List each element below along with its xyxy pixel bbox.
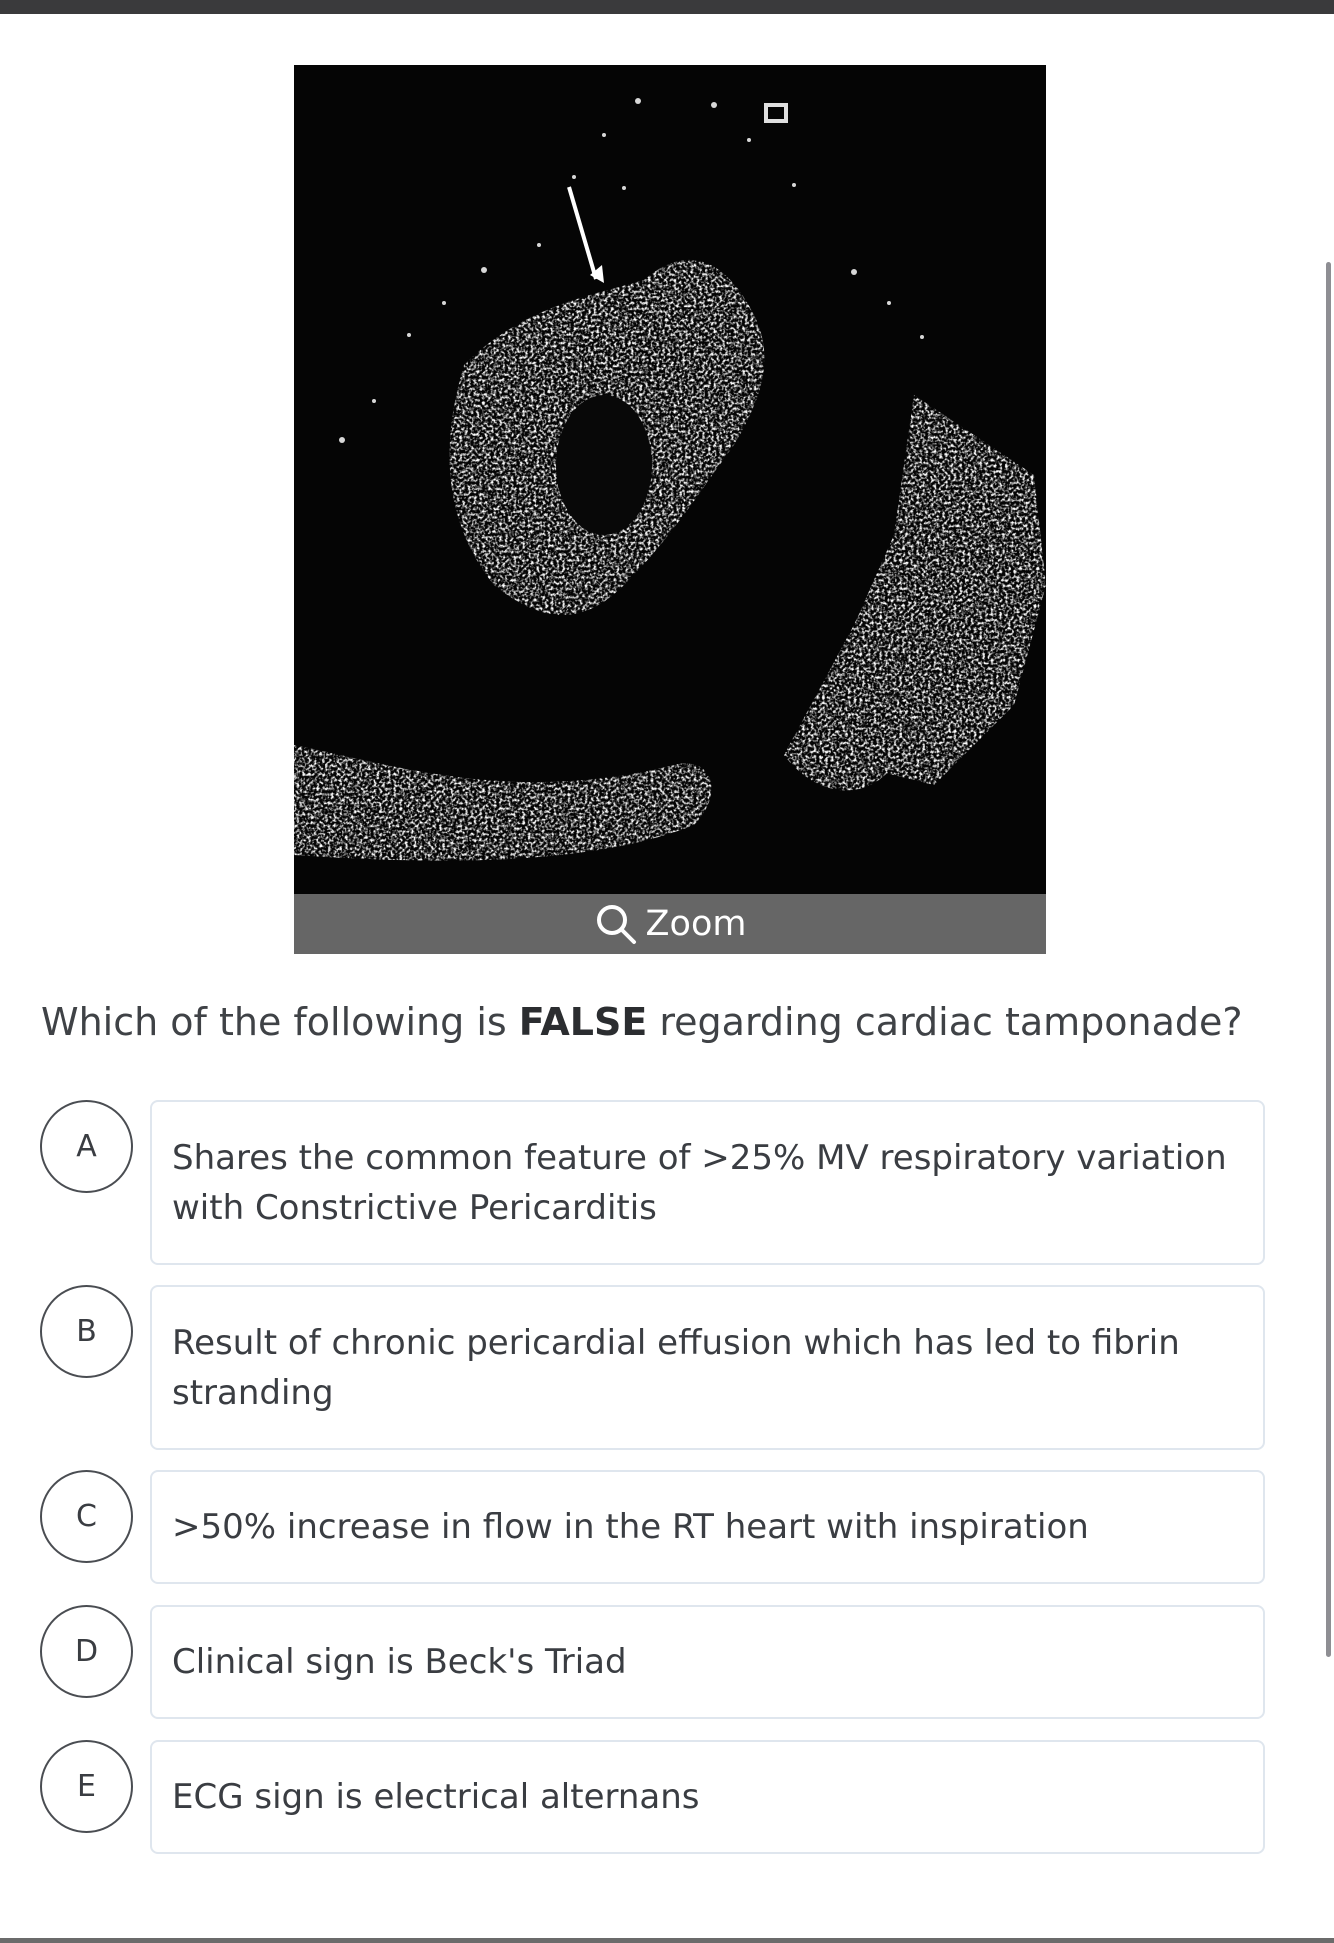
scrollbar[interactable] [1326,262,1331,1657]
zoom-button[interactable] [294,894,1046,954]
option-text-d[interactable]: Clinical sign is Beck's Triad [150,1605,1265,1719]
option-d[interactable] [40,1605,1265,1719]
option-text-e[interactable]: ECG sign is electrical alternans [150,1740,1265,1854]
option-letter-e[interactable]: E [40,1740,133,1833]
option-c[interactable] [40,1470,1265,1584]
option-b[interactable] [40,1285,1265,1450]
option-text-a[interactable]: Shares the common feature of >25% MV respiratory variation with Constrictive Pericarditis [150,1100,1265,1265]
option-letter-d[interactable]: D [40,1605,133,1698]
option-e[interactable] [40,1740,1265,1854]
option-text-c[interactable]: >50% increase in flow in the RT heart with inspiration [150,1470,1265,1584]
question-text [41,1000,1281,1046]
option-letter-a[interactable]: A [40,1100,133,1193]
status-bar [0,0,1334,14]
magnifier-icon [594,902,638,946]
bottom-divider [0,1938,1334,1943]
zoom-label: Zoom [645,904,747,944]
option-a[interactable] [40,1100,1265,1265]
option-letter-c[interactable]: C [40,1470,133,1563]
question-emphasis: FALSE [518,1000,648,1044]
option-letter-b[interactable]: B [40,1285,133,1378]
question-suffix: regarding cardiac tamponade? [647,1000,1243,1044]
option-text-b[interactable]: Result of chronic pericardial effusion which has led to fibrin stranding [150,1285,1265,1450]
question-prefix: Which of the following is [41,1000,519,1044]
question-image-container [294,65,1046,954]
echocardiogram-image[interactable] [294,65,1046,894]
